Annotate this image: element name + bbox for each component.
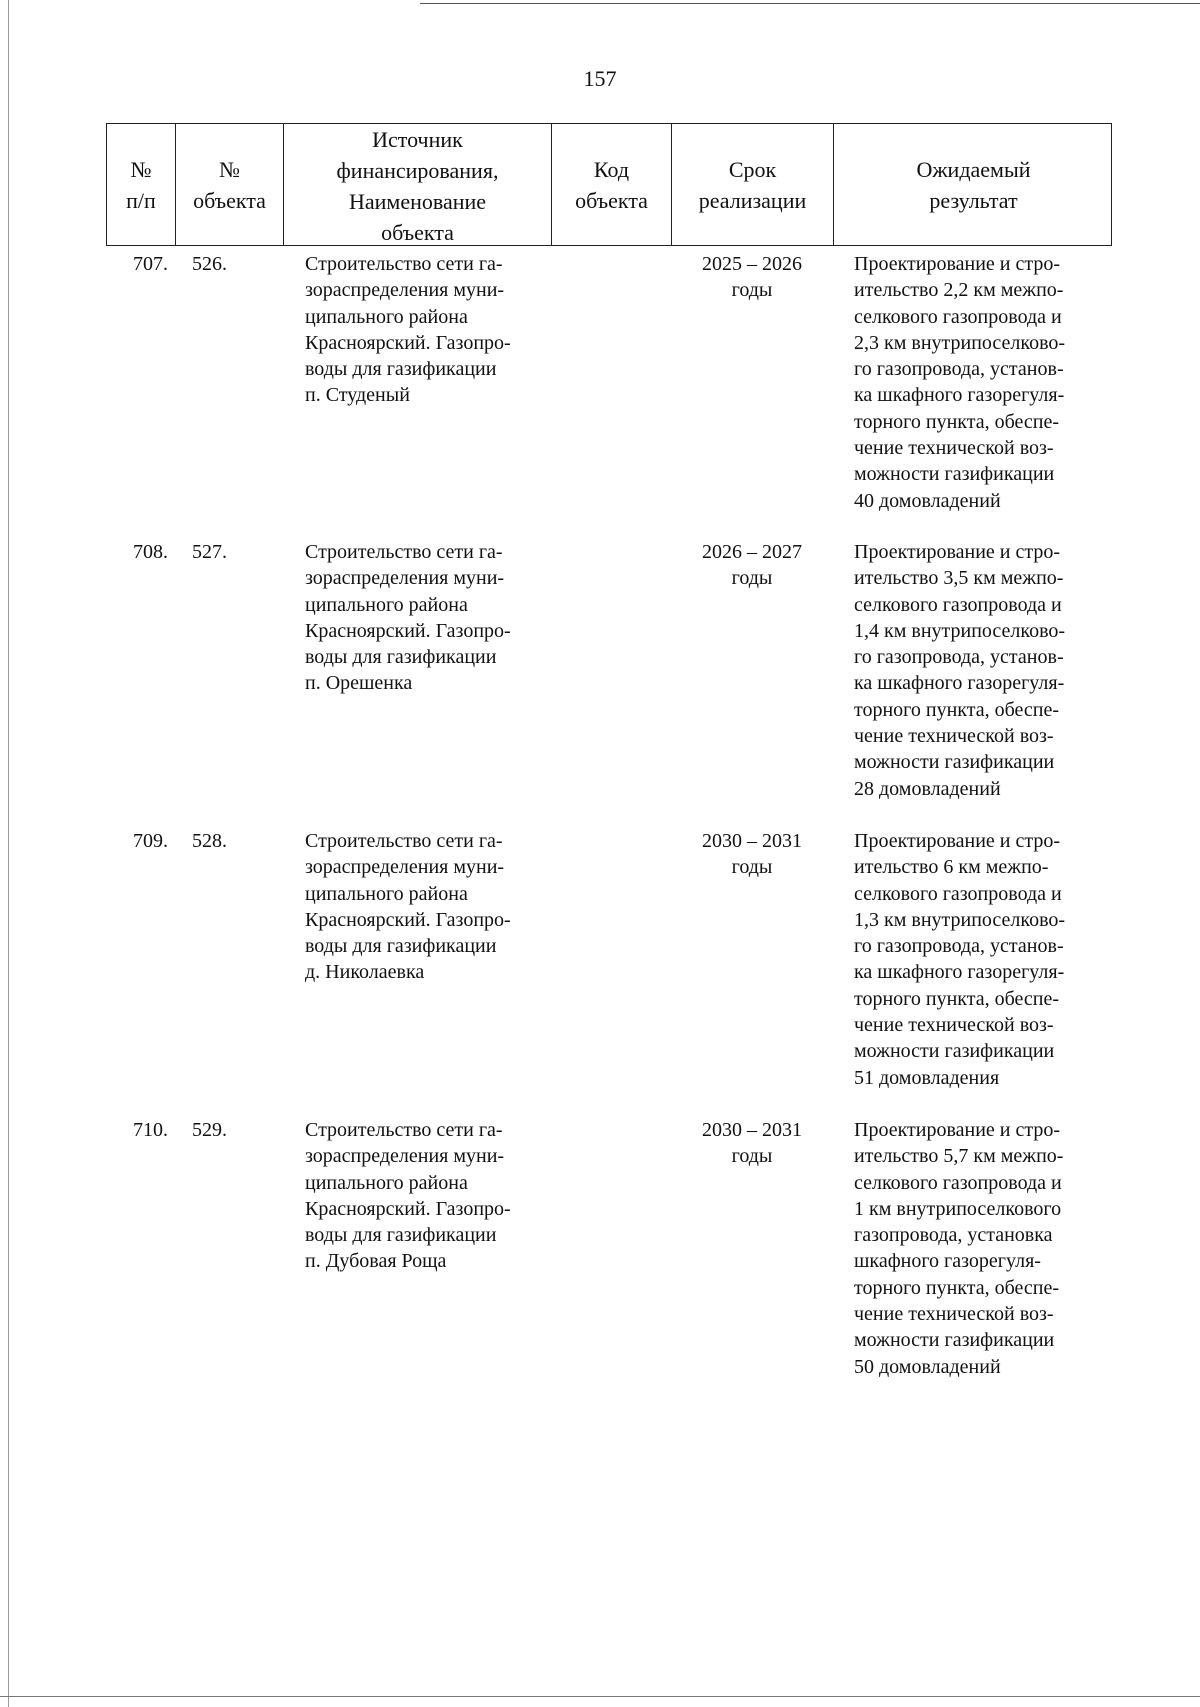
object-name: Строительство сети га- зораспределения муни- ципального района Красноярский. Газопро- воды для газификации п. Дубовая Роща bbox=[305, 1119, 511, 1273]
header-implementation-term: Срок реализации bbox=[672, 124, 834, 245]
header-object-code: Код объекта bbox=[552, 124, 672, 245]
table-header bbox=[106, 123, 1112, 246]
object-number: 526. bbox=[192, 253, 227, 275]
implementation-term: 2030 – 2031 годы bbox=[702, 830, 802, 879]
object-number: 528. bbox=[192, 830, 227, 852]
header-row-number: № п/п bbox=[107, 124, 176, 245]
row-number: 709. bbox=[133, 830, 168, 852]
header-expected-result: Ожидаемый результат bbox=[916, 156, 1031, 213]
header-financing-source: Источник финансирования, Наименование объекта bbox=[284, 124, 552, 245]
implementation-term: 2025 – 2026 годы bbox=[702, 253, 802, 302]
object-name: Строительство сети га- зораспределения муни- ципального района Красноярский. Газопро- воды для газификации п. Орешенка bbox=[305, 541, 511, 695]
object-number: 529. bbox=[192, 1119, 227, 1141]
page-number: 157 bbox=[583, 66, 617, 91]
row-number: 710. bbox=[133, 1119, 168, 1141]
implementation-term: 2026 – 2027 годы bbox=[702, 541, 802, 590]
object-name: Строительство сети га- зораспределения муни- ципального района Красноярский. Газопро- воды для газификации п. Студеный bbox=[305, 253, 511, 407]
expected-result: Проектирование и стро- ительство 5,7 км межпо- селкового газопровода и 1 км внутрипоселкового газопровода, установка шкафного газорегуля- торного пункта, обеспе- чение технической воз- можности газификации 50 домовладений bbox=[854, 1119, 1064, 1378]
scan-edge-left bbox=[8, 0, 9, 1707]
row-number: 707. bbox=[133, 253, 168, 275]
row-number: 708. bbox=[133, 541, 168, 563]
object-number: 527. bbox=[192, 541, 227, 563]
expected-result: Проектирование и стро- ительство 3,5 км межпо- селкового газопровода и 1,4 км внутрипоселково- го газопровода, установ- ка шкафного газорегуля- торного пункта, обеспе- чение технической воз- можности газификации 28 домовладений bbox=[854, 541, 1066, 800]
expected-result: Проектирование и стро- ительство 2,2 км межпо- селкового газопровода и 2,3 км внутрипоселково- го газопровода, установ- ка шкафного газорегуля- торного пункта, обеспе- чение технической воз- можности газификации 40 домовладений bbox=[854, 253, 1066, 512]
scan-edge-top bbox=[420, 3, 1200, 4]
implementation-term: 2030 – 2031 годы bbox=[702, 1119, 802, 1168]
expected-result: Проектирование и стро- ительство 6 км межпо- селкового газопровода и 1,3 км внутрипоселково- го газопровода, установ- ка шкафного газорегуля- торного пункта, обеспе- чение технической воз- можности газификации 51 домовладения bbox=[854, 830, 1066, 1089]
header-object-number: № объекта bbox=[176, 124, 284, 245]
object-name: Строительство сети га- зораспределения муни- ципального района Красноярский. Газопро- воды для газификации д. Николаевка bbox=[305, 830, 511, 984]
scan-edge-bottom bbox=[0, 1696, 1200, 1697]
